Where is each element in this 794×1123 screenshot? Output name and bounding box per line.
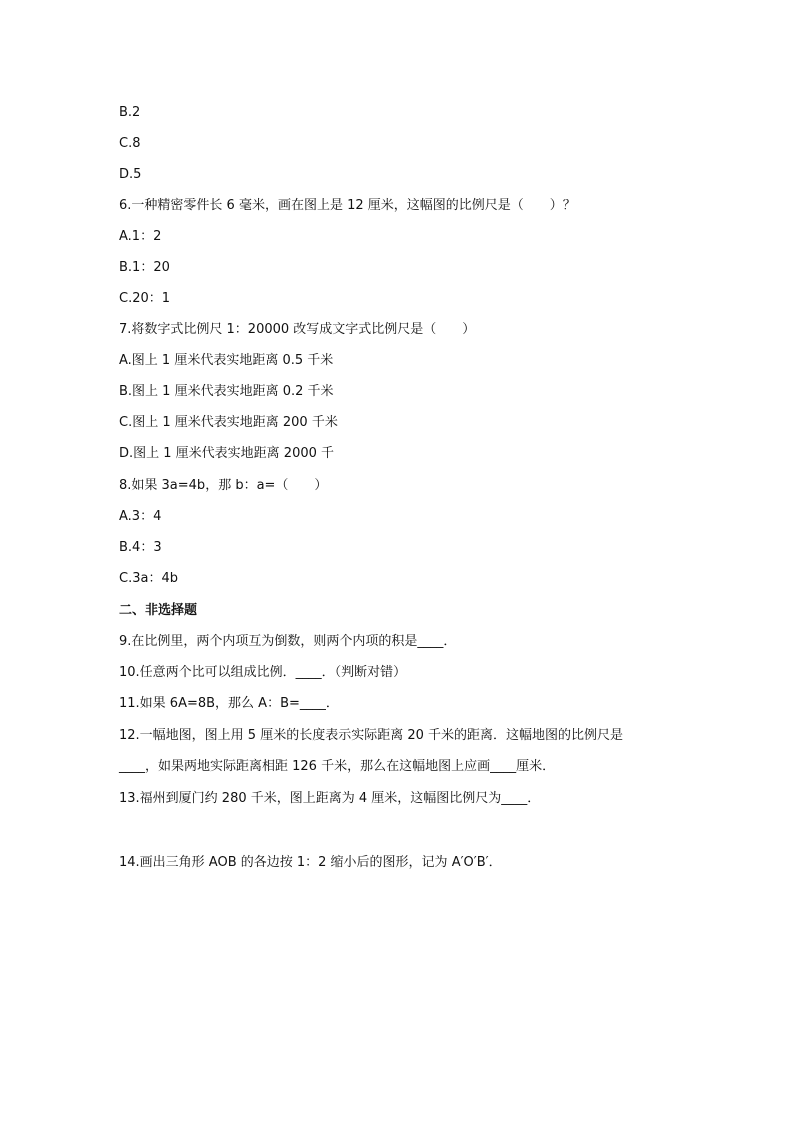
question-11: 11.如果 6A=8B，那么 A：B=____． <box>119 696 339 711</box>
question-12-continued: ____，如果两地实际距离相距 126 千米，那么在这幅地图上应画____厘米． <box>119 759 556 774</box>
option-7a: A.图上 1 厘米代表实地距离 0.5 千米 <box>119 353 334 368</box>
option-7c: C.图上 1 厘米代表实地距离 200 千米 <box>119 415 338 430</box>
section-heading: 二、非选择题 <box>119 603 198 618</box>
question-9: 9.在比例里，两个内项互为倒数，则两个内项的积是____． <box>119 634 457 649</box>
option-6c: C.20：1 <box>119 291 171 306</box>
option-7d: D.图上 1 厘米代表实地距离 2000 千 <box>119 446 335 461</box>
option-8a: A.3：4 <box>119 509 162 524</box>
question-8: 8.如果 3a=4b，那 b：a=（ ） <box>119 478 328 493</box>
question-13: 13.福州到厦门约 280 千米，图上距离为 4 厘米，这幅图比例尺为____． <box>119 791 541 806</box>
option-6b: B.1：20 <box>119 260 170 275</box>
question-10: 10.任意两个比可以组成比例．____．（判断对错） <box>119 665 407 680</box>
question-12: 12.一幅地图，图上用 5 厘米的长度表示实际距离 20 千米的距离．这幅地图的比例尺是 <box>119 728 624 743</box>
option-8b: B.4：3 <box>119 540 162 555</box>
question-14: 14.画出三角形 AOB 的各边按 1：2 缩小后的图形，记为 A′O′B′． <box>119 855 502 870</box>
option-5b: B.2 <box>119 105 141 120</box>
question-7: 7.将数字式比例尺 1：20000 改写成文字式比例尺是（ ） <box>119 322 476 337</box>
option-5d: D.5 <box>119 167 142 182</box>
option-7b: B.图上 1 厘米代表实地距离 0.2 千米 <box>119 384 334 399</box>
question-6: 6.一种精密零件长 6 毫米，画在图上是 12 厘米，这幅图的比例尺是（ ）？ <box>119 198 576 213</box>
option-6a: A.1：2 <box>119 229 162 244</box>
option-5c: C.8 <box>119 136 141 151</box>
option-8c: C.3a：4b <box>119 571 178 586</box>
